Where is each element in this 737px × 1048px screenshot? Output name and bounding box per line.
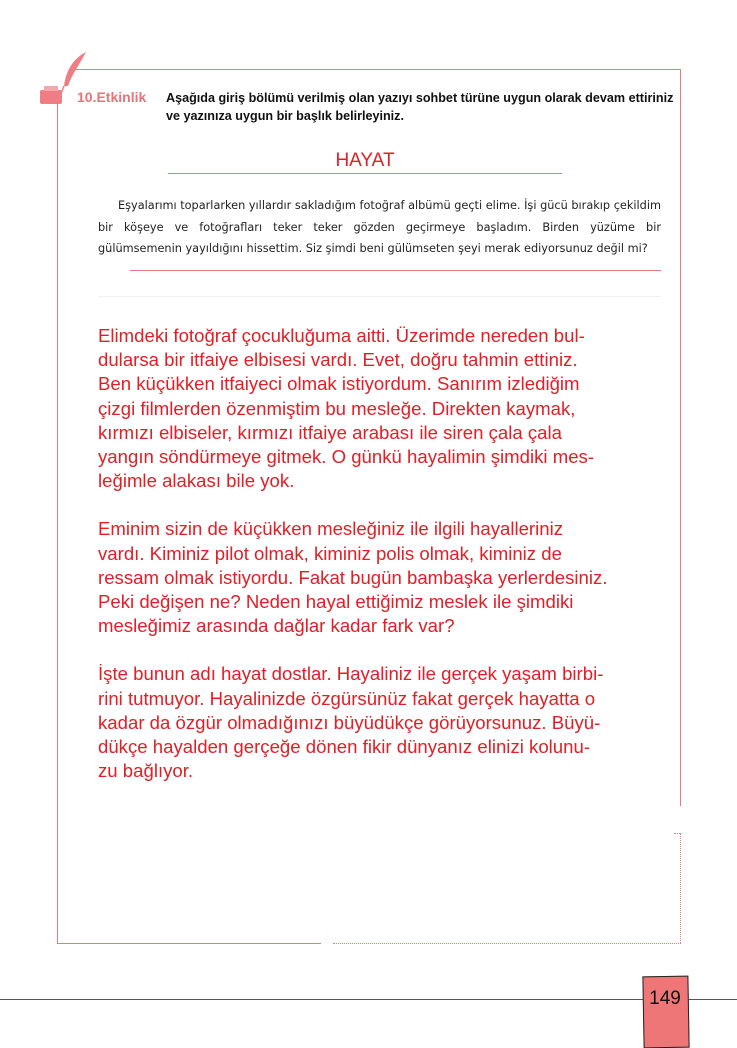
answer-line: dükçe hayalden gerçeğe dönen fikir dünyanız elinizi kolunu-	[98, 736, 591, 758]
answer-line: mesleğimiz arasında dağlar kadar fark var?	[98, 615, 455, 637]
answer-line: ressam olmak istiyordu. Fakat bugün bambaşka yerlerdesiniz.	[98, 566, 608, 588]
frame-top-border	[75, 69, 681, 70]
frame-left-border	[57, 100, 58, 943]
intro-paragraph	[98, 195, 661, 260]
activity-instruction: Aşağıda giriş bölümü verilmiş olan yazıyı sohbet türüne uygun olarak devam ettiriniz ve yazınıza uygun bir başlık belirleyiniz.	[166, 91, 674, 123]
answer-paragraph	[98, 517, 658, 638]
answer-line: Peki değişen ne? Neden hayal ettiğimiz meslek ile şimdiki	[98, 591, 574, 613]
answer-line: Elimdeki fotoğraf çocukluğuma aitti. Üzerimde nereden bul-	[98, 325, 585, 346]
answer-line: kadar da özgür olmadığınızı büyüdükçe görüyorsunuz. Büyü-	[98, 711, 601, 733]
answer-line: Eminim sizin de küçükken mesleğiniz ile ilgili hayalleriniz	[98, 518, 564, 540]
answer-line: çizgi filmlerden özenmiştim bu mesleğe. Direkten kaymak,	[98, 397, 576, 419]
answer-line: Ben küçükken itfaiyeci olmak istiyordum. Sanırım izlediğim	[98, 373, 580, 395]
answer-line: rini tutmuyor. Hayalinizde özgürsünüz fakat gerçek hayatta o	[98, 687, 596, 709]
frame-bottom-border	[57, 943, 321, 944]
answer-line: zu bağlıyor.	[98, 760, 194, 782]
page-number: 149	[649, 988, 681, 1009]
writing-line	[130, 270, 661, 271]
frame-dotted-bottom	[333, 943, 681, 944]
answer-paragraph	[98, 324, 658, 493]
separator	[98, 296, 661, 297]
answer-line: vardı. Kiminiz pilot olmak, kiminiz polis olmak, kiminiz de	[98, 542, 562, 564]
answer-line: dularsa bir itfaiye elbisesi vardı. Evet, doğru tahmin ettiniz.	[98, 349, 578, 371]
answer-line: yangın söndürmeye gitmek. O günkü hayalimin şimdiki mes-	[98, 446, 595, 468]
frame-dotted-corner	[674, 833, 680, 834]
page-number-tab	[642, 976, 689, 1048]
activity-label: 10.Etkinlik	[77, 89, 147, 105]
answer-text	[98, 324, 658, 807]
answer-line: kırmızı elbiseler, kırmızı itfaiye arabası ile siren çala çala	[98, 421, 562, 443]
frame-dotted-right	[680, 833, 681, 943]
answer-paragraph	[98, 662, 658, 783]
answer-line: İşte bunun adı hayat dostlar. Hayaliniz ile gerçek yaşam birbi-	[98, 663, 604, 685]
frame-right-border	[680, 69, 681, 806]
answer-line: leğimle alakası bile yok.	[98, 470, 295, 492]
essay-title: HAYAT	[168, 150, 562, 174]
footer-rule	[0, 999, 737, 1000]
intro-text: Eşyalarımı toparlarken yıllardır sakladığım fotoğraf albümü geçti elime. İşi gücü bırakıp çekildim bir köşeye ve fotoğrafları teker teker gözden geçirmeye başladım. Birden yüzüme bir gülümsemenin yayıldığını hissettim. Siz şimdi beni gülümseten şeyi merak ediyorsunuz değil mi?	[98, 199, 661, 255]
